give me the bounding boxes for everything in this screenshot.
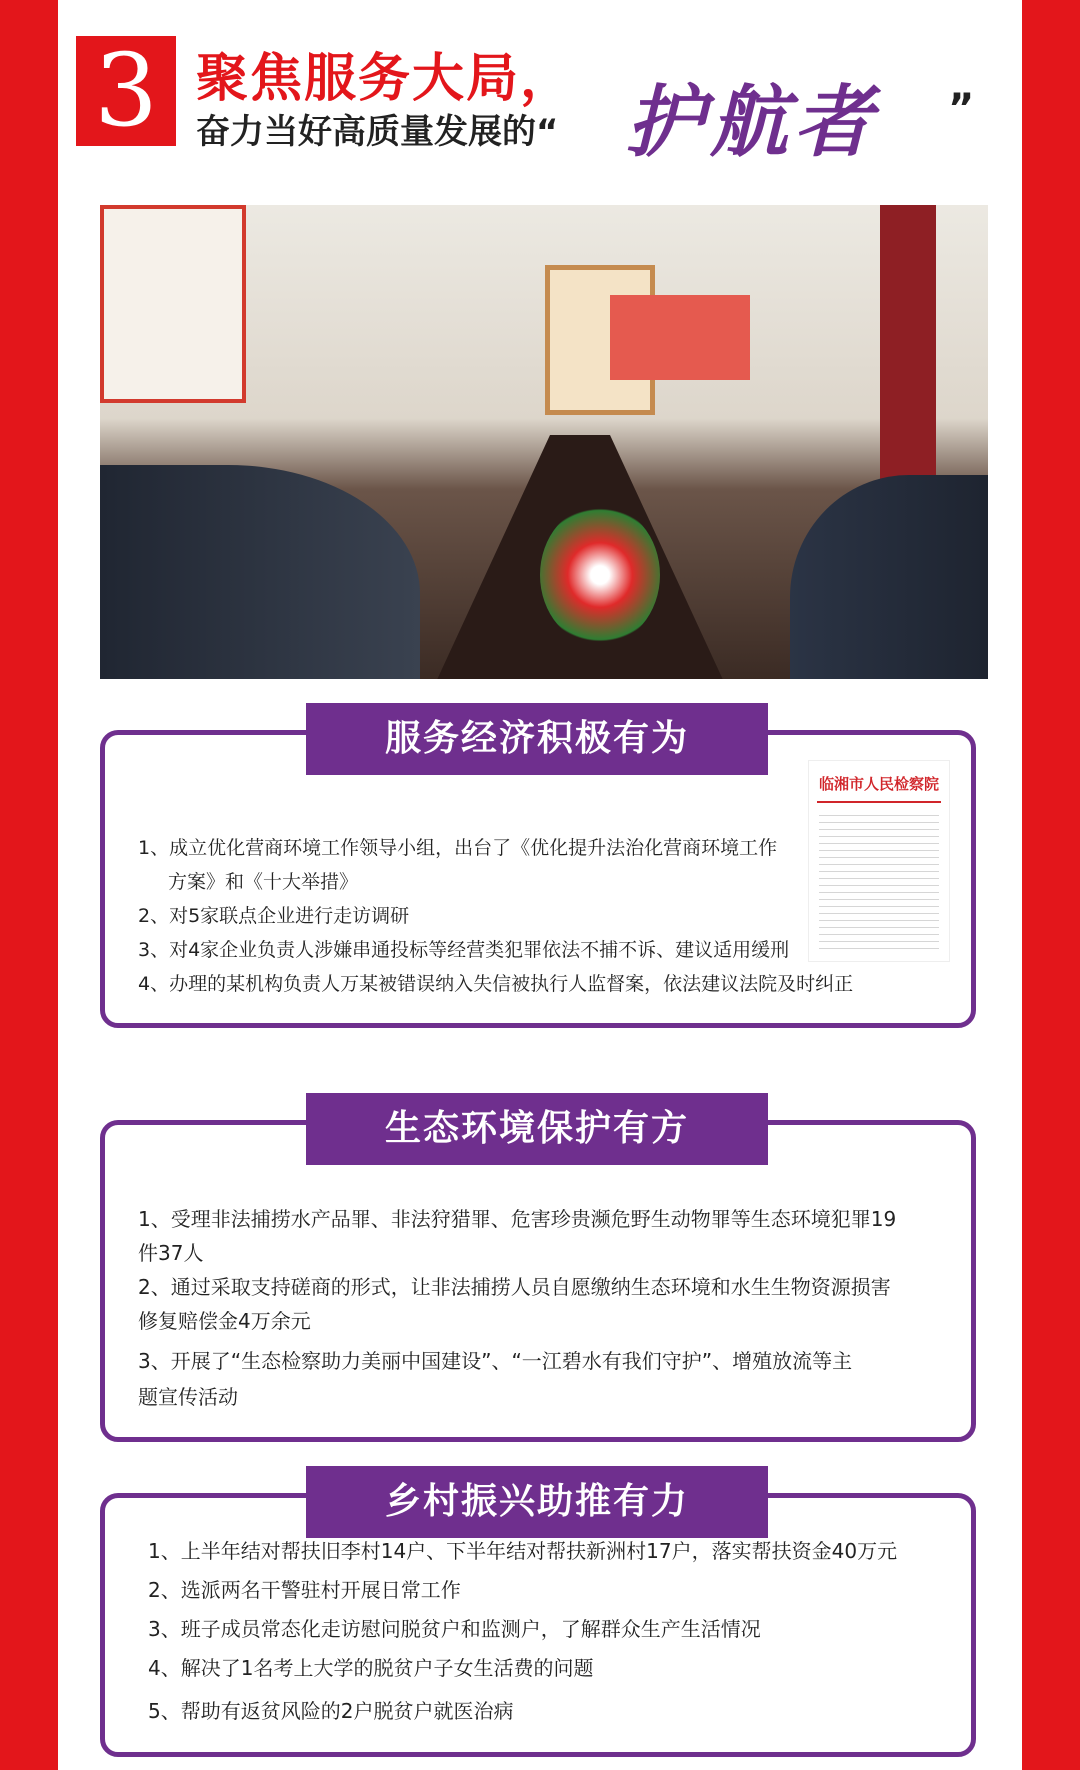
headline-closing-quote: ” <box>948 86 975 132</box>
left-red-border <box>0 0 58 1770</box>
section-number-badge: 3 <box>76 36 176 146</box>
document-thumbnail-title: 临湘市人民检察院 <box>818 775 939 793</box>
meeting-photo <box>100 205 988 679</box>
list-item: 修复赔偿金4万余元 <box>138 1309 311 1333</box>
section-economy-title: 服务经济积极有为 <box>306 703 768 775</box>
headline-line-1: 聚焦服务大局， <box>196 49 575 109</box>
headline-highlight: 护航者 <box>626 77 879 168</box>
attendees-right <box>790 475 988 679</box>
list-item: 1、受理非法捕捞水产品罪、非法狩猎罪、危害珍贵濒危野生动物罪等生态环境犯罪19 <box>138 1207 897 1231</box>
list-item: 方案》和《十大举措》 <box>168 871 359 893</box>
list-item: 1、上半年结对帮扶旧李村14户、下半年结对帮扶新洲村17户，落实帮扶资金40万元 <box>148 1539 898 1563</box>
document-thumbnail-rule <box>817 801 941 803</box>
list-item: 4、办理的某机构负责人万某被错误纳入失信被执行人监督案，依法建议法院及时纠正 <box>138 973 854 995</box>
list-item: 4、解决了1名考上大学的脱贫户子女生活费的问题 <box>148 1656 594 1680</box>
list-item: 5、帮助有返贫风险的2户脱贫户就医治病 <box>148 1699 514 1723</box>
headline-line-2: 奋力当好高质量发展的“ <box>196 112 559 152</box>
right-red-border <box>1022 0 1080 1770</box>
list-item: 2、通过采取支持磋商的形式，让非法捕捞人员自愿缴纳生态环境和水生生物资源损害 <box>138 1275 891 1299</box>
document-thumbnail-text <box>819 815 939 951</box>
document-thumbnail <box>808 760 950 962</box>
section-ecology-title: 生态环境保护有方 <box>306 1093 768 1165</box>
section-rural-title: 乡村振兴助推有力 <box>306 1466 768 1538</box>
list-item: 题宣传活动 <box>138 1385 238 1409</box>
projection-screen <box>610 295 750 380</box>
list-item: 2、对5家联点企业进行走访调研 <box>138 905 410 927</box>
flower-arrangement <box>540 505 660 645</box>
list-item: 1、成立优化营商环境工作领导小组，出台了《优化提升法治化营商环境工作 <box>138 837 778 859</box>
list-item: 3、班子成员常态化走访慰问脱贫户和监测户，了解群众生产生活情况 <box>148 1617 761 1641</box>
attendees-left <box>100 465 420 679</box>
list-item: 3、对4家企业负责人涉嫌串通投标等经营类犯罪依法不捕不诉、建议适用缓刑 <box>138 939 790 961</box>
list-item: 3、开展了“生态检察助力美丽中国建设”、“一江碧水有我们守护”、增殖放流等主 <box>138 1349 853 1373</box>
wall-board <box>100 205 246 403</box>
list-item: 件37人 <box>138 1241 204 1265</box>
curtain <box>880 205 936 505</box>
list-item: 2、选派两名干警驻村开展日常工作 <box>148 1578 461 1602</box>
